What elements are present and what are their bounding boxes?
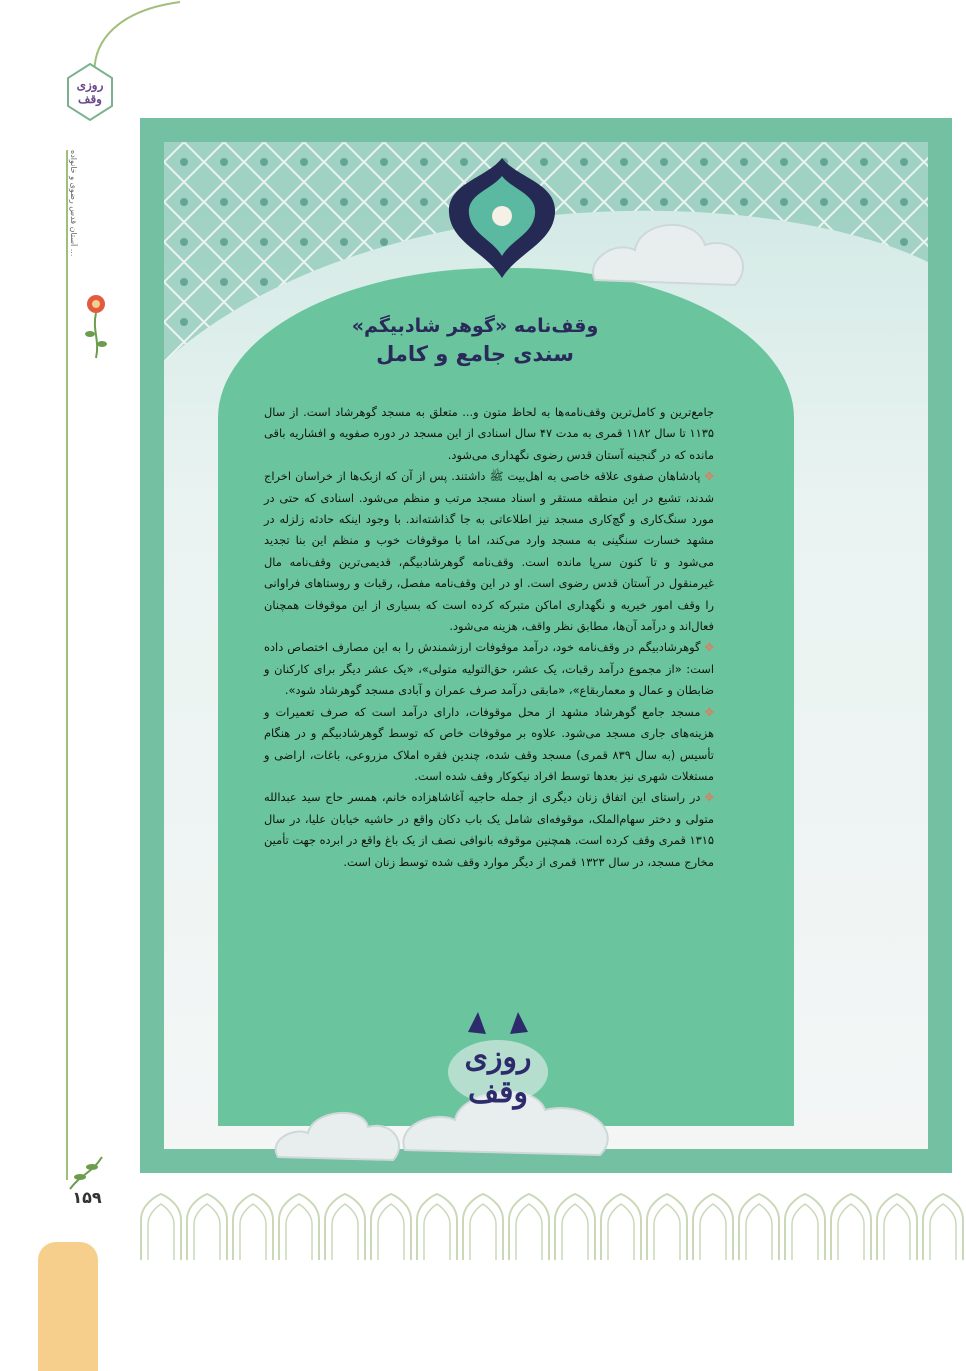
title-line-2: سندی جامع و کامل	[376, 342, 574, 366]
logo-text: روزی وقف	[76, 78, 104, 106]
article-title	[320, 312, 630, 368]
bullet-icon: ✥	[704, 704, 714, 719]
paragraph: ✥در راستای این اتفاق زنان دیگری از جمله حاجیه آغاشاهزاده خانم، همسر حاج سید عبدالله متولی و دختر سهام‌الملک، موقوفه‌ای شامل یک باب دکان واقع در حاشیه خیابان علیا، در سال ۱۳۱۵ قمری وقف کرده است. همچنین موقوفه بانوافی نصف از یک باغ واقع در ابرده جهت تأمین مخارج مسجد، در سال ۱۳۲۳ قمری از دیگر موارد وقف شده توسط زنان است.	[264, 790, 714, 869]
paragraph: جامع‌ترین و کامل‌ترین وقف‌نامه‌ها به لحاظ متون و... متعلق به مسجد گوهرشاد است. از سال ۱۱۳۵ تا سال ۱۱۸۲ قمری به مدت ۴۷ سال اسنادی از این مسجد در دوره صفویه و افشاریه باقی مانده که در گنجینه آستان قدس رضوی نگهداری می‌شود.	[264, 405, 715, 462]
margin-running-title: آستان قدس رضوی و خانواده ...	[69, 150, 78, 257]
bullet-icon: ✥	[704, 790, 714, 805]
paragraph: ✥گوهرشادبیگم در وقف‌نامه خود، درآمد موقوفات ارزشمندش را به این مصارف اختصاص داده است: «از مجموع درآمد رقبات، یک عشر، حق‌التولیه متولی»، «یک عشر دیگر برای کارکنان و ضابطان و عمال و معماربقاع»، «مابقی درآمد صرف عمران و آبادی مسجد گوهرشاد شود».	[264, 640, 714, 698]
paragraph: ✥پادشاهان صفوی علاقه خاصی به اهل‌بیت ﷺ داشتند. پس از آن که ازبک‌ها از خراسان اخراج شدند، تشیع در این منطقه مستقر و اسناد مسجد مرتب و منظم می‌شود. اسنادی که حتی در مورد سنگ‌کاری و گچ‌کاری مسجد نیز اطلاعاتی به جا گذاشته‌اند. با وجود اینکه حادثه زلزله در مشهد خسارت سنگینی به مسجد وارد می‌کند، اما با موقوفات خوب و منظم این بنا تجدید می‌شود و تا کنون سرپا مانده است. وقف‌نامه گوهرشادبیگم، قدیمی‌ترین وقف‌نامه مال غیرمنقول در آستان قدس رضوی است. او در این وقف‌نامه مفصل، رقبات و روستاهای فراوانی را وقف امور خیریه و نگهداری اماکن متبرکه کرده است که بسیاری از این موقوفات همچنان فعال‌اند و درآمد آن‌ها، مطابق نظر واقف، هزینه می‌شود.	[264, 469, 714, 634]
bottom-arch-pattern	[138, 1190, 966, 1260]
cloud-ornament-icon	[268, 1095, 408, 1165]
calligraphy-text: روزی وقف	[464, 1040, 532, 1110]
flower-ornament-icon	[82, 290, 110, 360]
title-line-1: وقف‌نامه «گوهر شادبیگم»	[351, 315, 599, 337]
article-body	[264, 402, 714, 873]
cloud-ornament-icon	[585, 210, 755, 300]
bullet-icon: ✥	[704, 640, 714, 655]
bullet-icon: ✥	[704, 469, 714, 484]
medallion-ornament-icon	[447, 158, 557, 278]
paragraph: ✥مسجد جامع گوهرشاد مشهد از محل موقوفات، دارای درآمد است که صرف تعمیرات و هزینه‌های جاری مسجد می‌شود. علاوه بر موقوفات خاص که توسط گوهرشادبیگم و در هنگام تأسیس (به سال ۸۳۹ قمری) مسجد وقف شده، چندین فقره املاک مزروعی، باغات، اراضی و مستغلات شهری نیز بعدها توسط افراد نیکوکار وقف شده است.	[264, 704, 714, 783]
page-number: ۱۵۹	[72, 1188, 102, 1207]
orange-side-tab	[38, 1242, 98, 1371]
